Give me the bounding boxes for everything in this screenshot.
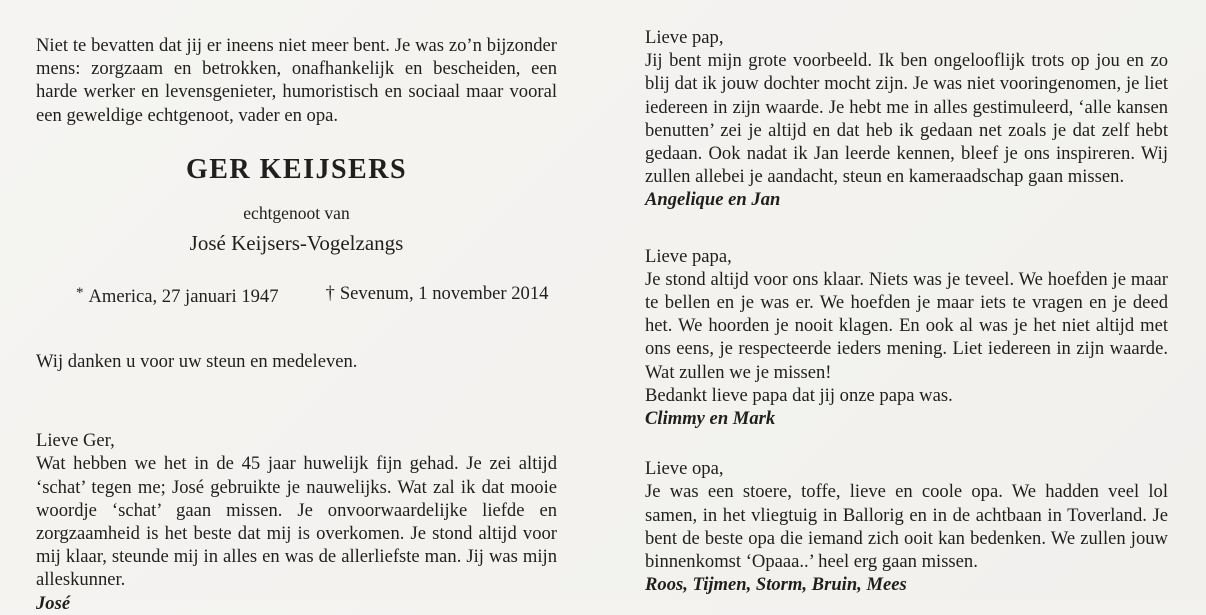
- born-symbol: *: [76, 284, 84, 301]
- right-page: [603, 0, 1206, 600]
- spouse-name: José Keijsers-Vogelzangs: [189, 230, 404, 255]
- thanks-text: Wij danken u voor uw steun en medeleven.: [36, 351, 358, 373]
- letter-climmy: [645, 245, 1168, 431]
- left-page: [0, 0, 603, 614]
- letter-salutation: Lieve pap,: [645, 27, 724, 48]
- letter-salutation: Lieve papa,: [645, 245, 732, 267]
- letter-signature: Roos, Tijmen, Storm, Bruin, Mees: [645, 574, 907, 596]
- life-dates: [36, 282, 557, 308]
- letter-body: Jij bent mijn grote voorbeeld. Ik ben ongelooflijk trots op jou en zo blij dat ik jouw dochter mocht zijn. Je was niet vooringenomen, je liet iedereen in zijn waarde. Je hebt me in alles gestimuleerd, ‘alle kansen benutten’ zei je altijd en dat heb ik gedaan net zoals je dat zelf hebt gedaan. Ook nadat ik Jan leerde kennen, bleef je ons inspireren. Wij zullen allebei je aandacht, steun en kameraadschap gaan missen.: [645, 50, 1168, 188]
- death-date-text: Sevenum, 1 november 2014: [339, 282, 549, 304]
- death-date: [326, 282, 549, 308]
- letter-angelique: [645, 26, 1168, 212]
- letter-salutation: Lieve Ger,: [36, 430, 115, 452]
- intro-text: Niet te bevatten dat jij er ineens niet meer bent. Je was zo’n bijzonder mens: zorgzaam en betrokken, onafhankelijk en bescheiden, een harde werker en levensgenieter, humoristisch en sociaal maar vooral een geweldige echtgenoot, vader en opa.: [36, 35, 557, 126]
- deceased-name: GER KEIJSERS: [185, 153, 408, 185]
- letter-signature: José: [36, 592, 71, 614]
- letter-salutation: Lieve opa,: [645, 458, 724, 480]
- letter-signature: Angelique en Jan: [645, 189, 781, 211]
- relation-label: echtgenoot van: [243, 202, 350, 223]
- letter-closing: Bedankt lieve papa dat jij onze papa was.: [645, 384, 953, 406]
- birth-date-text: America, 27 januari 1947: [88, 285, 279, 307]
- letter-roos: [645, 457, 1168, 596]
- letter-jose: [36, 429, 557, 615]
- letter-body: Wat hebben we het in de 45 jaar huwelijk fijn gehad. Je zei altijd ‘schat’ tegen me; José gebruikte je nauwelijks. Wat zal ik dat mooie woordje ‘schat’ gaan missen. Je onvoorwaardelijke liefde en zorgzaamheid is het beste dat mij is overkomen. Je stond altijd voor mij klaar, steunde mij in alles en was de allerliefste man. Jij was mijn alleskunner.: [36, 453, 557, 591]
- letter-body: Je was een stoere, toffe, lieve en coole opa. We hadden veel lol samen, in het vliegtuig in Ballorig en in de achtbaan in Toverland. Je bent de beste opa die iemand zich ooit kan bedenken. We zullen jouw binnenkomst ‘Opaaa..’ heel erg gaan missen.: [645, 481, 1168, 573]
- birth-date: [76, 282, 279, 308]
- died-symbol: †: [325, 282, 335, 304]
- letter-signature: Climmy en Mark: [645, 408, 776, 430]
- letter-body: Je stond altijd voor ons klaar. Niets was je teveel. We hoefden je maar te bellen en je was er. We hoefden je maar iets te vragen en je deed het. We hoorden je nooit klagen. En ook al was je het niet altijd met ons eens, je respecteerde ieders mening. Liet iedereen in zijn waarde. Wat zullen we je missen!: [645, 268, 1168, 383]
